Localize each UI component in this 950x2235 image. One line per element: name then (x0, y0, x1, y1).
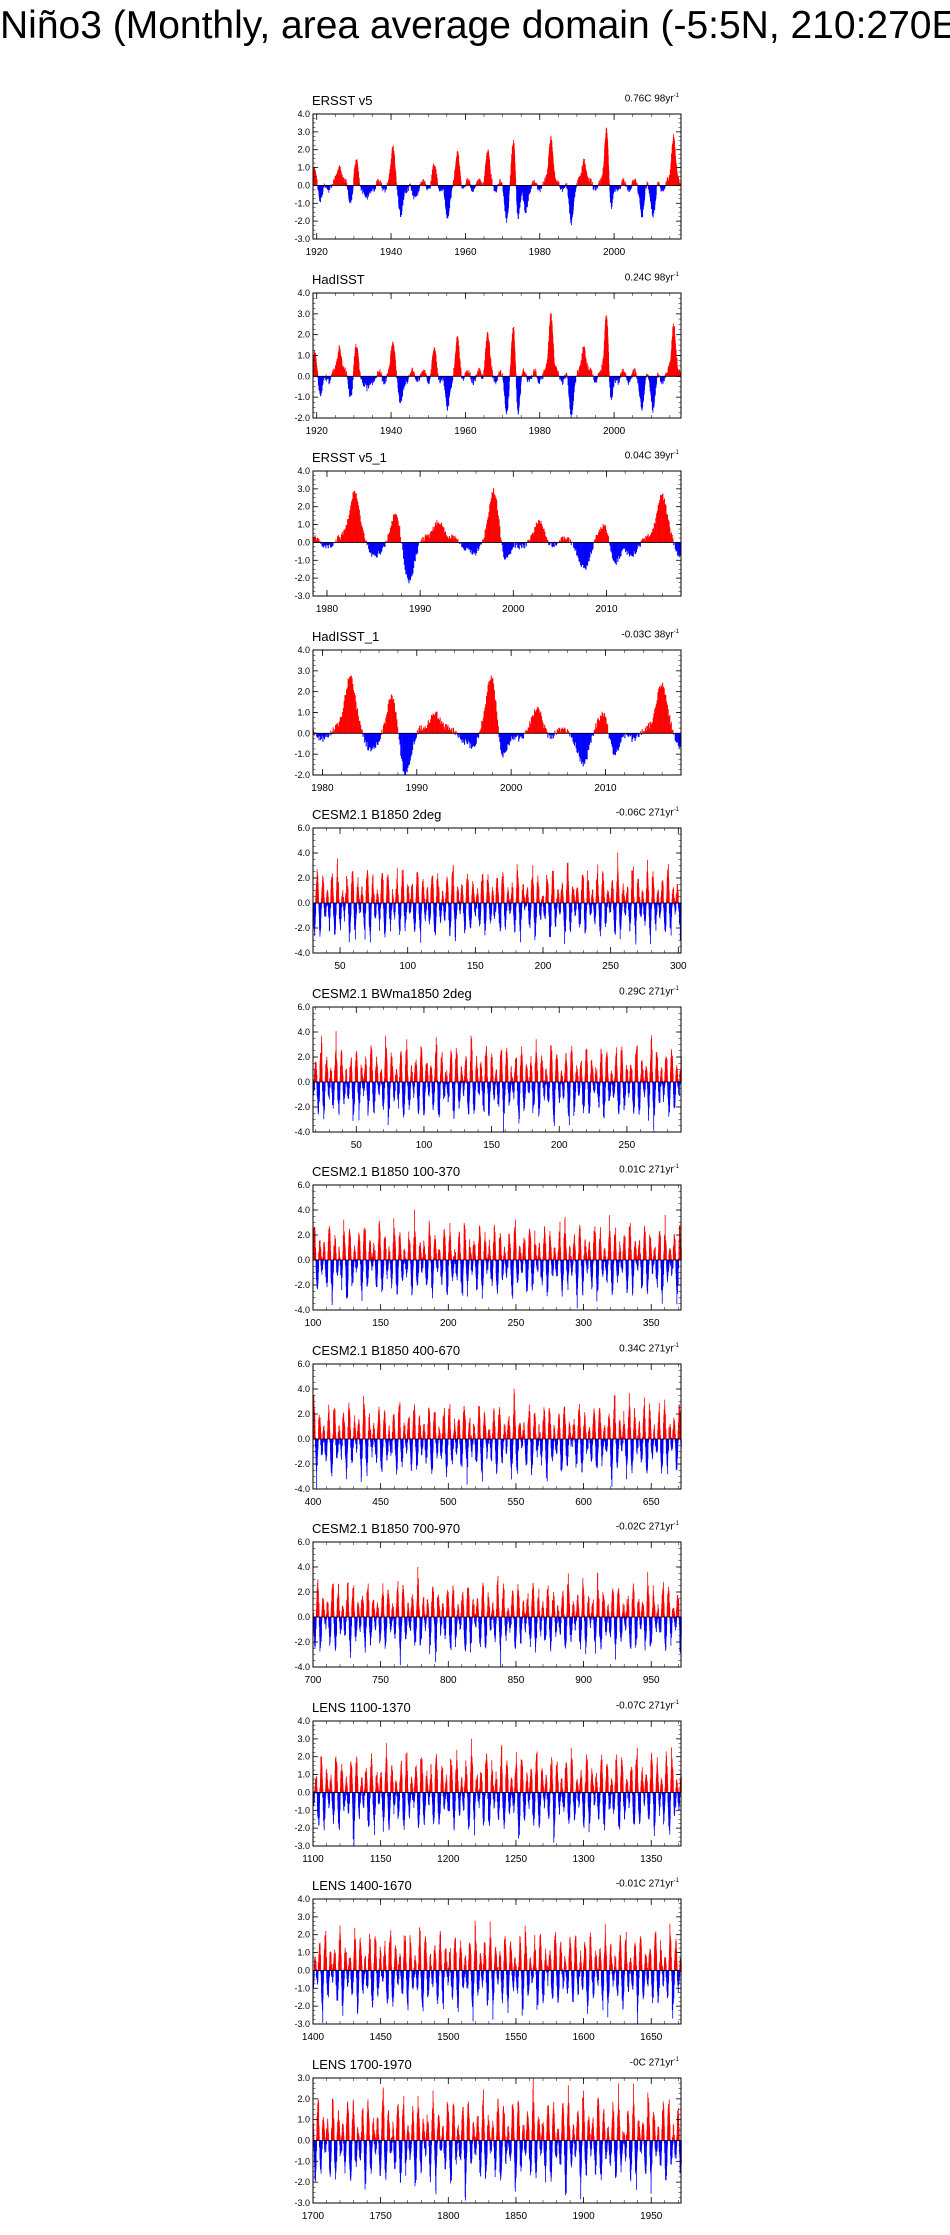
panel-plot (0, 629, 950, 807)
y-tick-label: 1.0 (297, 163, 310, 173)
y-tick-label: 0.0 (297, 537, 310, 547)
x-tick-label: 1980 (529, 426, 552, 437)
bar (452, 376, 453, 380)
trend-unit-exponent: -1 (674, 450, 679, 456)
bar (378, 900, 379, 903)
bar (330, 376, 331, 380)
bar (317, 180, 318, 186)
bar (418, 897, 419, 903)
x-tick-label: 2000 (502, 604, 525, 615)
bar (642, 729, 643, 733)
bar (419, 185, 420, 188)
trend-unit-exponent: -1 (674, 272, 679, 278)
y-tick-label: 3.0 (297, 666, 310, 676)
x-tick-label: 2010 (595, 604, 618, 615)
bar (523, 733, 524, 738)
bar (513, 542, 514, 546)
bar (375, 185, 376, 189)
panel-plot (0, 93, 950, 271)
bar (400, 537, 401, 542)
bar (356, 903, 357, 912)
bar (365, 903, 366, 911)
bar (384, 542, 385, 547)
bar (348, 898, 349, 903)
panel-title: CESM2.1 B1850 2deg (312, 807, 441, 822)
trend-value: 0.24C (625, 272, 652, 283)
x-tick-label: 1940 (380, 426, 403, 437)
bar (554, 542, 555, 546)
bar (607, 724, 608, 733)
bar (433, 898, 434, 903)
bar (457, 539, 458, 543)
chart-panel (0, 272, 950, 450)
bar-series (313, 488, 681, 583)
bar (592, 182, 593, 185)
bar (498, 726, 499, 733)
bar (571, 542, 572, 545)
bar (543, 181, 544, 185)
y-tick-label: 4.0 (297, 645, 310, 655)
bar (374, 896, 375, 903)
bar (531, 376, 532, 379)
bar (397, 727, 398, 733)
x-tick-label: 1940 (380, 247, 403, 258)
bar (481, 373, 482, 376)
bar (424, 899, 425, 903)
bar (418, 542, 419, 545)
chart-panel (0, 93, 950, 271)
y-tick-label: -1.0 (294, 555, 310, 565)
bar (318, 897, 319, 903)
bar-series (313, 853, 682, 945)
bar (396, 370, 397, 376)
plot-frame (313, 293, 681, 418)
bar (554, 730, 555, 733)
bar (515, 177, 516, 185)
bar (360, 903, 361, 910)
trend-value: -0.06C (616, 807, 646, 818)
bar (509, 376, 510, 381)
panel-plot (0, 807, 950, 985)
bar (559, 182, 560, 186)
trend-unit-exponent: -1 (674, 629, 679, 635)
y-tick-label: 1.0 (297, 520, 310, 530)
x-tick-label: 2010 (594, 783, 617, 794)
x-tick-label: 2000 (603, 247, 626, 258)
x-tick-label: 1990 (406, 783, 429, 794)
x-tick-label: 1960 (454, 426, 477, 437)
bar (395, 903, 396, 912)
bar (497, 185, 498, 189)
x-tick-label: 1990 (409, 604, 432, 615)
y-tick-label: 0.0 (297, 180, 310, 190)
y-tick-label: 2.0 (297, 687, 310, 697)
bar (363, 896, 364, 903)
bar (330, 730, 331, 733)
bar (672, 730, 673, 734)
panel-title: HadISST_1 (312, 629, 379, 644)
bar (437, 182, 438, 185)
chart-panel (0, 450, 950, 628)
panel-title: ERSST v5 (312, 93, 372, 108)
chart-panel (0, 629, 950, 807)
bar (492, 179, 493, 186)
bar (332, 542, 333, 545)
bar (324, 898, 325, 903)
panel-title: HadISST (312, 272, 365, 287)
y-tick-label: 4.0 (297, 109, 310, 119)
bar (673, 542, 674, 545)
bar (592, 542, 593, 548)
bar (317, 372, 318, 376)
y-tick-label: 3.0 (297, 127, 310, 137)
y-tick-label: -3.0 (294, 591, 310, 601)
bar (541, 185, 542, 188)
bar (664, 376, 665, 381)
trend-span: 271yr (649, 807, 674, 818)
bar (568, 538, 569, 543)
panel-plot (0, 450, 950, 628)
y-tick-label: 1.0 (297, 351, 310, 361)
bar (470, 372, 471, 376)
bar (409, 897, 410, 903)
bar (389, 898, 390, 904)
bar (336, 539, 337, 542)
bar (609, 372, 610, 377)
bar (636, 373, 637, 376)
bar (328, 733, 329, 737)
bar (386, 903, 387, 910)
bar (386, 185, 387, 189)
bar (547, 733, 548, 737)
bar-series (313, 128, 681, 226)
y-tick-label: 4.0 (297, 466, 310, 476)
bar (421, 903, 422, 910)
bar (640, 542, 641, 546)
y-tick-label: -2.0 (294, 573, 310, 583)
y-tick-label: 0.0 (297, 371, 310, 381)
y-tick-label: -1.0 (294, 749, 310, 759)
bar (436, 903, 437, 907)
bar (672, 539, 673, 543)
y-tick-label: 4.0 (297, 288, 310, 298)
bar (333, 896, 334, 903)
bar (404, 896, 405, 903)
trend-unit-exponent: -1 (674, 93, 679, 99)
bar (524, 542, 525, 548)
y-tick-label: -1.0 (294, 198, 310, 208)
bar (315, 903, 316, 914)
bar (516, 373, 517, 376)
bar (362, 730, 363, 734)
bar (569, 733, 570, 736)
bar (639, 733, 640, 737)
y-tick-label: 0.0 (297, 728, 310, 738)
bar (451, 728, 452, 733)
bar (368, 899, 369, 903)
x-tick-label: 1980 (311, 783, 334, 794)
trend-span: 98yr (654, 93, 673, 104)
trend-span: 98yr (654, 272, 673, 283)
trend-unit-exponent: -1 (674, 807, 679, 813)
bar (351, 903, 352, 906)
x-tick-label: 2000 (603, 426, 626, 437)
trend-value: -0.03C (621, 629, 651, 640)
bar (411, 903, 412, 907)
trend-value: 0.76C (625, 93, 652, 104)
bar (417, 730, 418, 733)
bar-series (313, 313, 681, 418)
bar (416, 733, 417, 737)
panel-title: ERSST v5_1 (312, 450, 387, 465)
x-tick-label: 2000 (500, 783, 523, 794)
y-tick-label: 1.0 (297, 708, 310, 718)
y-tick-label: 2.0 (297, 502, 310, 512)
bar (631, 185, 632, 188)
x-tick-label: 1920 (306, 247, 329, 258)
bar (353, 891, 354, 903)
bar (345, 903, 346, 906)
bar (430, 903, 431, 914)
bar (353, 376, 354, 380)
bar (530, 185, 531, 192)
trend-span: 38yr (654, 629, 673, 640)
x-tick-label: 1920 (306, 426, 329, 437)
page-title: Niño3 (Monthly, area average domain (-5:5N, 210:270E)) (0, 4, 950, 48)
bar (608, 536, 609, 542)
trend-value: 0.04C (625, 450, 652, 461)
panel-plot (0, 272, 950, 450)
bar (406, 903, 407, 909)
bar (497, 376, 498, 380)
y-tick-label: -2.0 (294, 216, 310, 226)
bar (570, 540, 571, 543)
y-tick-label: 3.0 (297, 484, 310, 494)
bar-series (313, 676, 681, 775)
bar (461, 371, 462, 376)
x-tick-label: 1960 (454, 247, 477, 258)
y-tick-label: -3.0 (294, 234, 310, 244)
y-tick-label: -2.0 (294, 770, 310, 780)
bar (543, 376, 544, 379)
bar (575, 376, 576, 382)
bar (526, 542, 527, 546)
y-tick-label: -2.0 (294, 413, 310, 423)
trend-span: 39yr (654, 450, 673, 461)
bar (328, 897, 329, 903)
y-tick-label: 2.0 (297, 330, 310, 340)
plot-frame (313, 114, 681, 239)
bar (620, 185, 621, 188)
bar (396, 182, 397, 185)
bar (624, 733, 625, 738)
bar (383, 899, 384, 903)
bar (461, 182, 462, 185)
x-tick-label: 1980 (529, 247, 552, 258)
bar (415, 903, 416, 911)
y-tick-label: 3.0 (297, 309, 310, 319)
bar (426, 903, 427, 909)
x-tick-label: 1980 (316, 604, 339, 615)
bar (321, 903, 322, 909)
bar (381, 730, 382, 734)
bar (330, 903, 331, 908)
bar (339, 900, 340, 904)
y-tick-label: 2.0 (297, 145, 310, 155)
chart-panel (0, 807, 950, 985)
y-tick-label: -1.0 (294, 392, 310, 402)
bar (478, 733, 479, 738)
